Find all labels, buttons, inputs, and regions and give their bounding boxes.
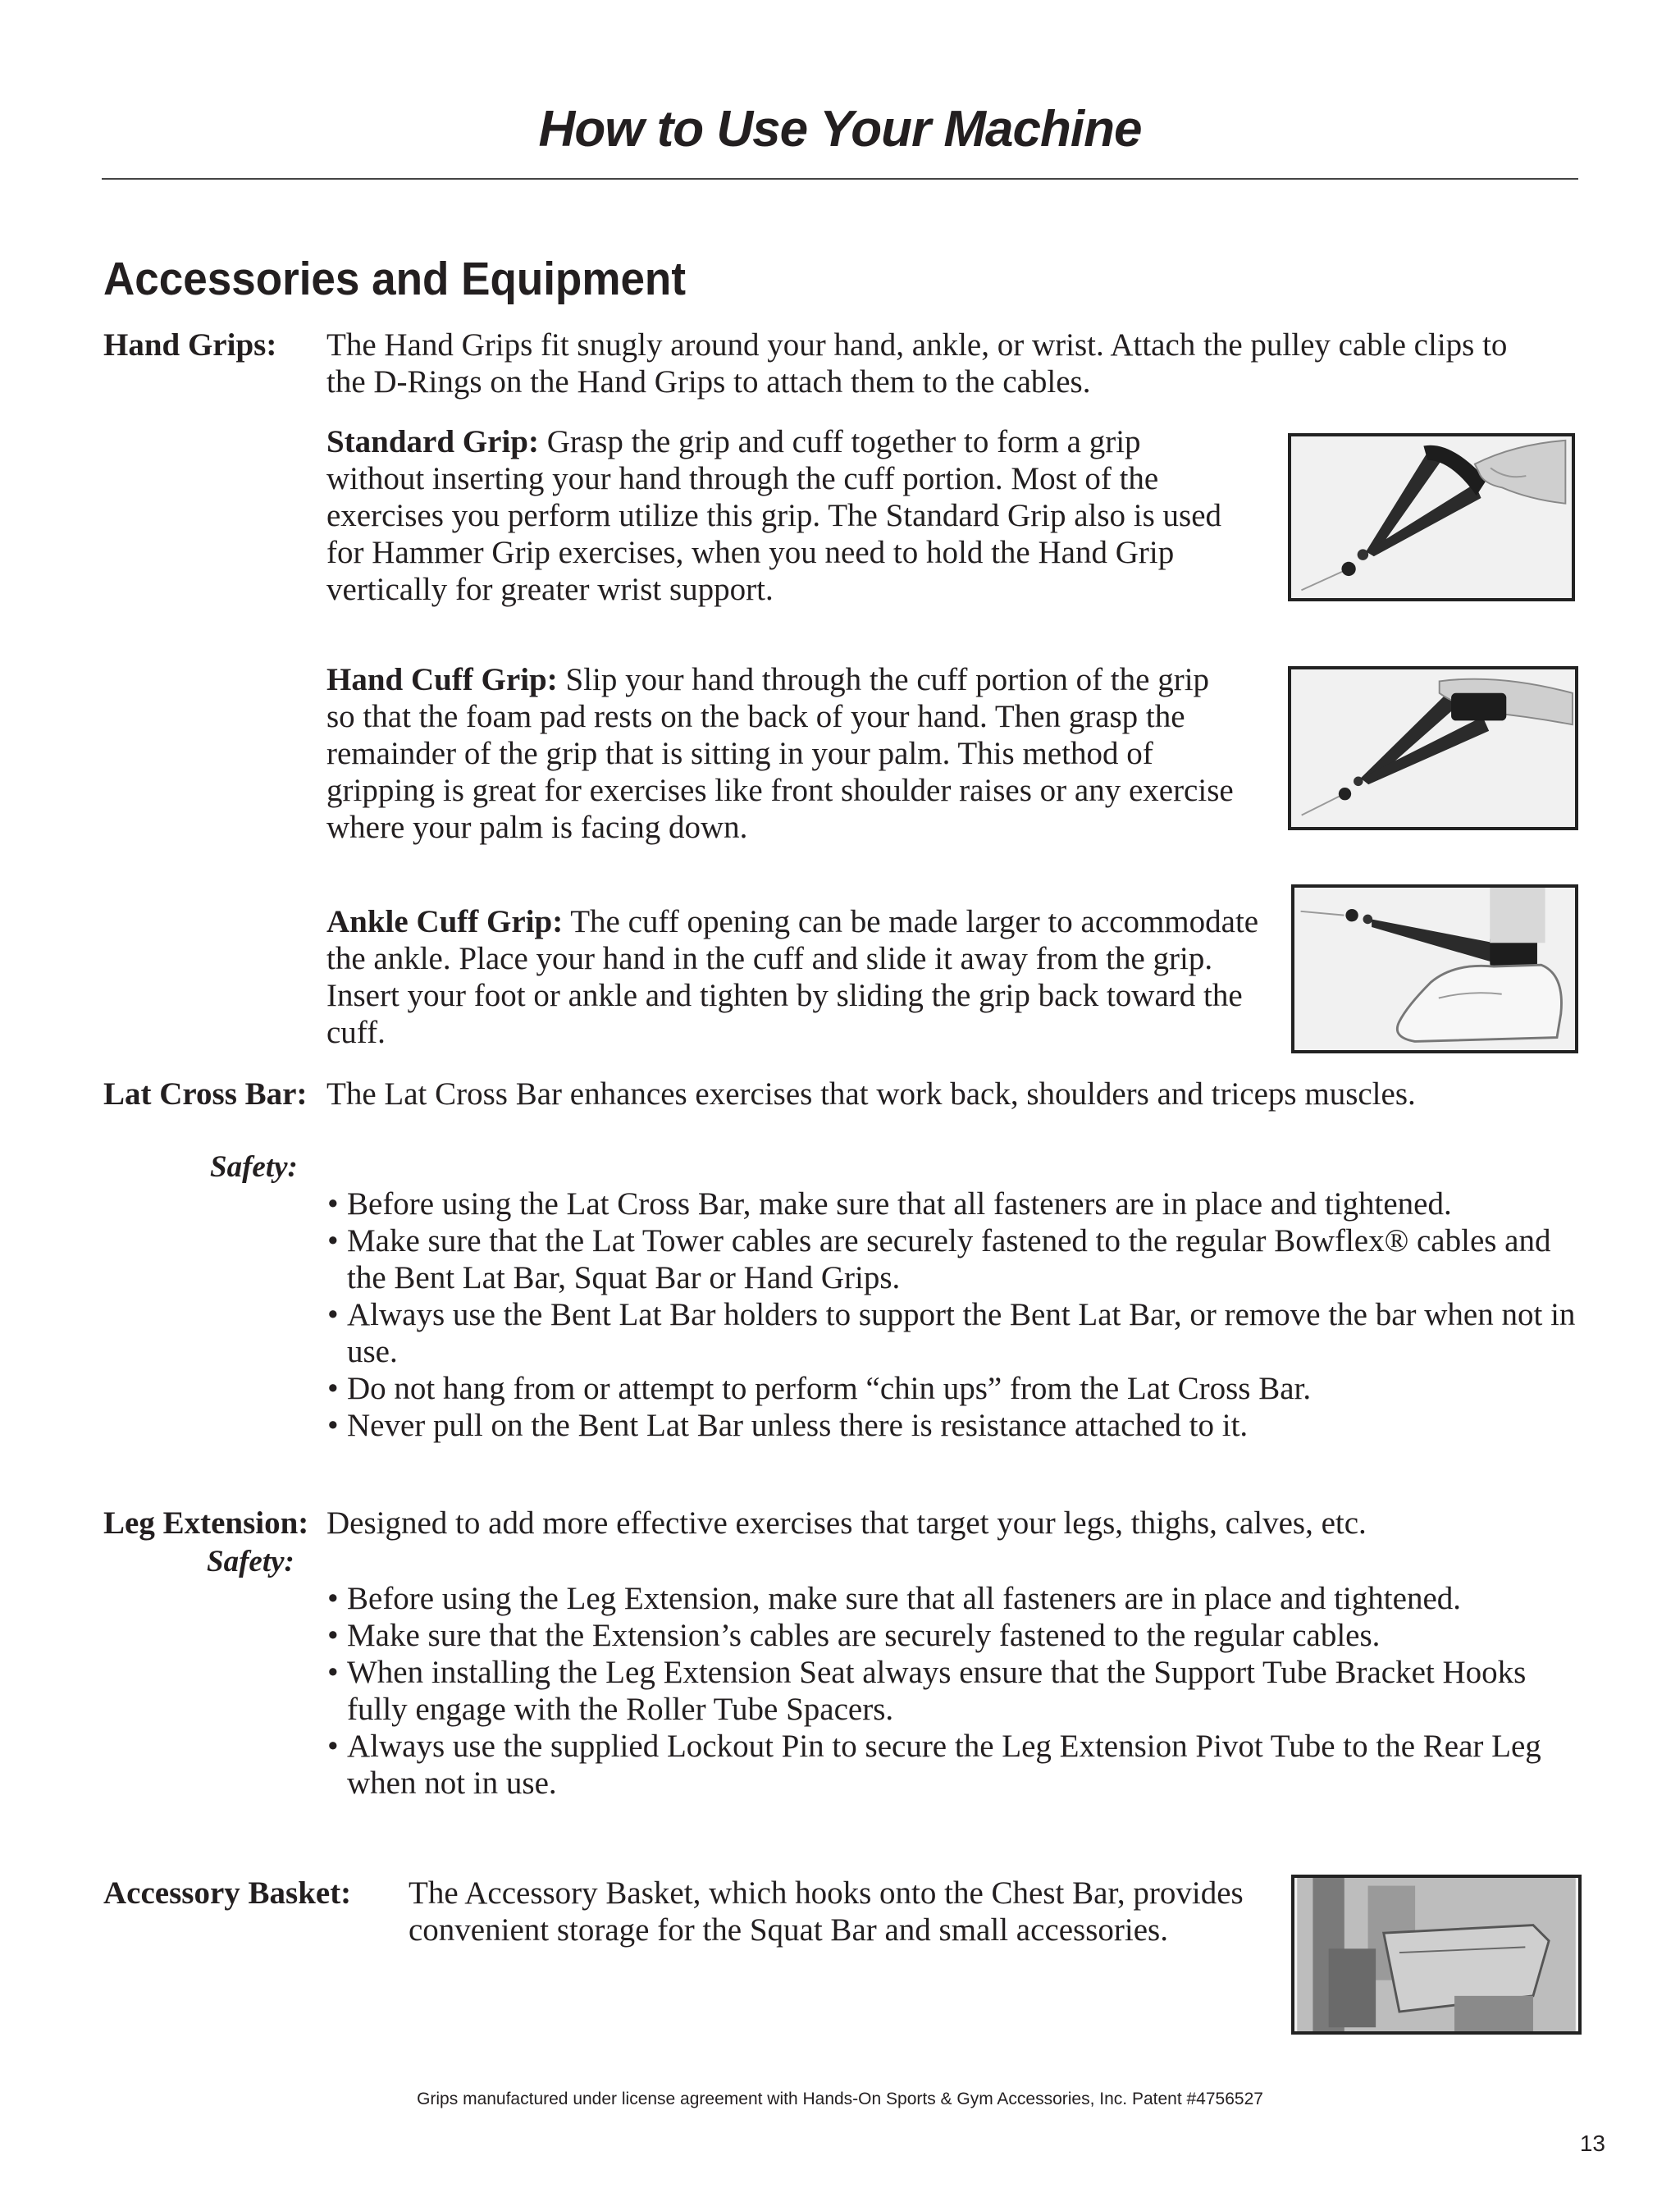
list-item: • Make sure that the Extension’s cables are securely fastened to the regular cables. [327,1617,1558,1654]
lat-cross-bar-safety-list [327,1185,1582,1444]
list-item: • Make sure that the Lat Tower cables are securely fastened to the regular Bowflex® cables and the Bent Lat Bar, Squat Bar or Hand Grips. [327,1222,1582,1296]
accessory-basket-text: The Accessory Basket, which hooks onto the Chest Bar, provides convenient storage for the Squat Bar and small accessories. [409,1875,1244,1948]
list-item: • Do not hang from or attempt to perform “chin ups” from the Lat Cross Bar. [327,1370,1582,1407]
hand-cuff-grip-paragraph [326,661,1241,846]
leg-extension-label: Leg Extension: [103,1505,309,1541]
hand-grips-intro: The Hand Grips fit snugly around your hand, ankle, or wrist. Attach the pulley cable clips to the D-Rings on the Hand Grips to attach them to the cables. [326,327,1508,400]
list-item: • Never pull on the Bent Lat Bar unless there is resistance attached to it. [327,1407,1582,1444]
page-title: How to Use Your Machine [538,101,1142,158]
list-item: • Always use the Bent Lat Bar holders to support the Bent Lat Bar, or remove the bar when not in use. [327,1296,1582,1370]
leg-extension-text: Designed to add more effective exercises that target your legs, thighs, calves, etc. [326,1505,1367,1541]
title-divider [102,178,1578,180]
lat-cross-bar-safety-label: Safety: [210,1150,298,1184]
hand-cuff-grip-term: Hand Cuff Grip: [326,662,558,697]
leg-extension-safety-label: Safety: [207,1545,294,1578]
lat-cross-bar-text: The Lat Cross Bar enhances exercises that work back, shoulders and triceps muscles. [326,1076,1416,1112]
list-item: • Always use the supplied Lockout Pin to secure the Leg Extension Pivot Tube to the Rear Leg when not in use. [327,1728,1558,1802]
hand-cuff-grip-photo [1288,666,1578,830]
ankle-cuff-grip-paragraph [326,903,1266,1051]
license-footnote: Grips manufactured under license agreement with Hands-On Sports & Gym Accessories, Inc. Patent #4756527 [417,2090,1263,2108]
section-heading: Accessories and Equipment [103,253,686,305]
ankle-cuff-grip-text: The cuff opening can be made larger to accommodate the ankle. Place your hand in the cuff and slide it away from the grip. Insert your foot or ankle and tighten by sliding the grip back toward the cuff. [326,904,1259,1050]
list-item: • Before using the Leg Extension, make sure that all fasteners are in place and tightened. [327,1580,1558,1617]
accessory-basket-photo [1291,1875,1582,2035]
standard-grip-photo [1288,433,1575,601]
hand-grips-label: Hand Grips: [103,327,277,363]
ankle-cuff-grip-photo [1291,884,1578,1053]
standard-grip-paragraph [326,423,1233,608]
page-number: 13 [1579,2131,1605,2156]
ankle-cuff-grip-term: Ankle Cuff Grip: [326,904,564,939]
standard-grip-term: Standard Grip: [326,424,539,459]
leg-extension-safety-list [327,1580,1558,1802]
lat-cross-bar-label: Lat Cross Bar: [103,1076,308,1112]
list-item: • When installing the Leg Extension Seat always ensure that the Support Tube Bracket Hooks fully engage with the Roller Tube Spacers. [327,1654,1558,1728]
list-item: • Before using the Lat Cross Bar, make sure that all fasteners are in place and tightened. [327,1185,1582,1222]
hand-cuff-grip-text: Slip your hand through the cuff portion of the grip so that the foam pad rests on the back of your hand. Then grasp the remainder of the grip that is sitting in your palm. This method of gripping is great for exercises like front shoulder raises or any exercise where your palm is facing down. [326,662,1234,845]
standard-grip-text: Grasp the grip and cuff together to form a grip without inserting your hand through the cuff portion. Most of the exercises you perform utilize this grip. The Standard Grip also is used for Hammer Grip exercises, when you need to hold the Hand Grip vertically for greater wrist support. [326,424,1222,607]
accessory-basket-label: Accessory Basket: [103,1875,352,1911]
